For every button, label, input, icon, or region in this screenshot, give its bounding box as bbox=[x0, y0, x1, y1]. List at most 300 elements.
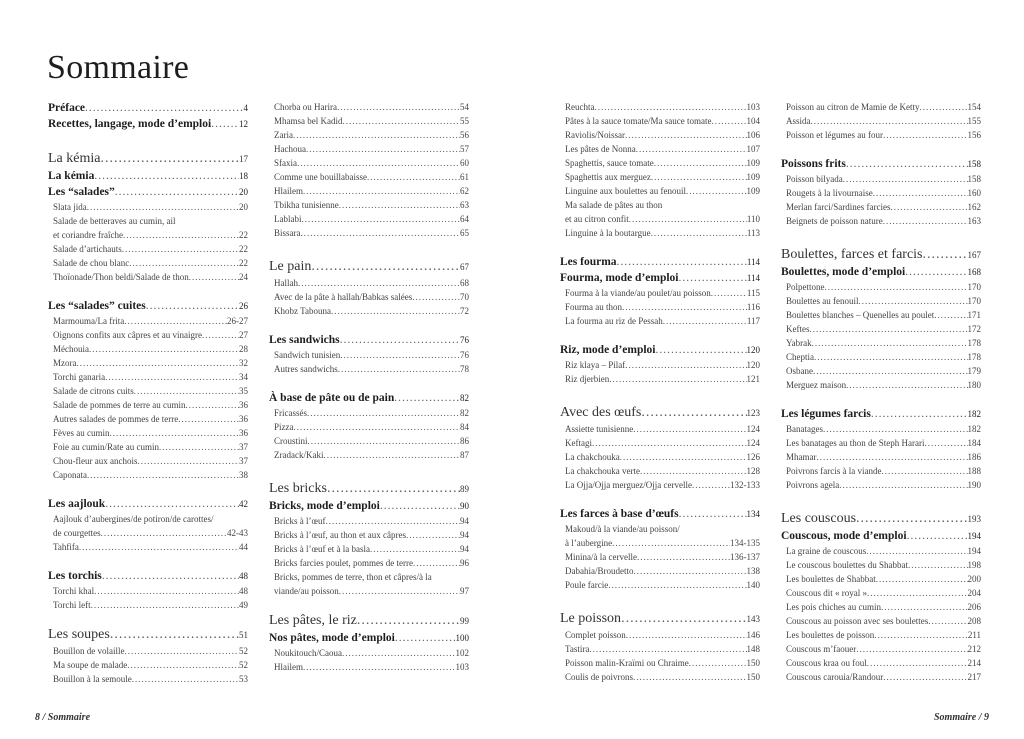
toc-page-number: 128 bbox=[746, 466, 760, 476]
toc-page-number: 53 bbox=[239, 674, 248, 684]
toc-entry-title: La Ojja/Ojja merguez/Ojja cervelle bbox=[565, 480, 693, 490]
dot-leader bbox=[134, 384, 239, 398]
dot-leader bbox=[306, 142, 460, 156]
footer-left-text: 8 / Sommaire bbox=[35, 712, 91, 723]
toc-page-number: 78 bbox=[460, 364, 469, 374]
toc-section bbox=[48, 568, 248, 584]
toc-entry bbox=[269, 448, 469, 462]
toc-page-number: 49 bbox=[239, 600, 248, 610]
dot-leader bbox=[866, 544, 967, 558]
toc-section bbox=[781, 156, 981, 172]
toc-page-number: 217 bbox=[967, 672, 981, 682]
toc-entry-title: Torchi ganaria bbox=[53, 372, 106, 382]
dot-leader bbox=[110, 626, 239, 644]
toc-entry-title: Linguine à la boutargue bbox=[565, 228, 651, 238]
toc-section bbox=[48, 184, 248, 200]
dot-leader bbox=[843, 172, 968, 186]
toc-entry-title: Fourma au thon bbox=[565, 302, 622, 312]
toc-page-number: 132-133 bbox=[730, 480, 760, 490]
toc-section bbox=[269, 332, 469, 348]
spacer bbox=[269, 240, 469, 258]
toc-entry bbox=[781, 464, 981, 478]
toc-page-number: 102 bbox=[455, 648, 469, 658]
toc-entry-title: Torchi left bbox=[53, 600, 91, 610]
toc-entry bbox=[48, 526, 248, 540]
toc-entry bbox=[269, 570, 469, 584]
toc-page-number: 76 bbox=[460, 335, 469, 345]
toc-entry bbox=[48, 468, 248, 482]
toc-entry-title: Tbikha tunisienne bbox=[274, 200, 339, 210]
toc-entry bbox=[269, 434, 469, 448]
toc-page-number: 36 bbox=[239, 428, 248, 438]
toc-entry-title: Couscous kraa ou foul bbox=[786, 658, 867, 668]
toc-entry bbox=[781, 114, 981, 128]
toc-page-number: 163 bbox=[967, 216, 981, 226]
dot-leader bbox=[294, 420, 461, 434]
toc-entry-title: Hlailem bbox=[274, 186, 303, 196]
spacer bbox=[560, 492, 760, 506]
dot-leader bbox=[94, 168, 239, 184]
dot-leader bbox=[323, 448, 460, 462]
toc-section bbox=[48, 298, 248, 314]
toc-entry bbox=[48, 658, 248, 672]
toc-page-number: 65 bbox=[460, 228, 469, 238]
toc-entry-title: La chakchouka bbox=[565, 452, 620, 462]
toc-page-number: 32 bbox=[239, 358, 248, 368]
toc-entry bbox=[48, 384, 248, 398]
toc-page-number: 121 bbox=[746, 374, 760, 384]
toc-entry bbox=[781, 656, 981, 670]
toc-entry-title: Bricks, mode d’emploi bbox=[269, 500, 380, 512]
dot-leader bbox=[612, 536, 730, 550]
toc-entry-title: Couscous au poisson avec ses boulettes bbox=[786, 616, 929, 626]
toc-entry-title: Les couscous bbox=[781, 511, 857, 526]
dot-leader bbox=[79, 540, 239, 554]
dot-leader bbox=[85, 100, 243, 116]
toc-entry-title: Riz klaya – Pilaf bbox=[565, 360, 626, 370]
toc-entry-title: Pâtes à la sauce tomate/Ma sauce tomate bbox=[565, 116, 712, 126]
toc-entry-title: Bricks à l’œuf, au thon et aux câpres bbox=[274, 530, 406, 540]
toc-section bbox=[48, 496, 248, 512]
toc-page-number: 178 bbox=[967, 338, 981, 348]
toc-entry-title: À base de pâte ou de pain bbox=[269, 392, 395, 404]
toc-page-number: 90 bbox=[460, 501, 469, 511]
toc-entry bbox=[48, 314, 248, 328]
dot-leader bbox=[858, 294, 967, 308]
toc-entry-title: Bricks farcies poulet, pommes de terre bbox=[274, 558, 413, 568]
dot-leader bbox=[905, 264, 967, 280]
dot-leader bbox=[94, 584, 239, 598]
toc-entry bbox=[269, 212, 469, 226]
toc-page-number: 114 bbox=[746, 273, 760, 283]
spacer bbox=[269, 376, 469, 390]
toc-entry-title: Pizza bbox=[274, 422, 294, 432]
toc-entry bbox=[48, 584, 248, 598]
toc-entry-title: Les “salades” cuites bbox=[48, 300, 146, 312]
spacer bbox=[781, 142, 981, 156]
toc-page-number: 22 bbox=[239, 258, 248, 268]
toc-entry-title: Foie au cumin/Rate au cumin bbox=[53, 442, 159, 452]
toc-entry bbox=[781, 670, 981, 684]
dot-leader bbox=[101, 526, 227, 540]
dot-leader bbox=[633, 564, 746, 578]
toc-page-number: 68 bbox=[460, 278, 469, 288]
dot-leader bbox=[110, 426, 240, 440]
toc-entry bbox=[48, 540, 248, 554]
toc-entry-title: Boulettes au fenouil bbox=[786, 296, 859, 306]
toc-entry bbox=[781, 478, 981, 492]
toc-section bbox=[48, 168, 248, 184]
dot-leader bbox=[342, 114, 460, 128]
dot-leader bbox=[874, 628, 968, 642]
toc-page-number: 117 bbox=[746, 316, 760, 326]
toc-entry-title: Lablabi bbox=[274, 214, 302, 224]
toc-entry bbox=[560, 522, 760, 536]
toc-entry-title: Le pain bbox=[269, 259, 312, 274]
toc-entry-title: Poivrons agela bbox=[786, 480, 840, 490]
toc-entry bbox=[560, 550, 760, 564]
toc-entry-title: et au citron confit bbox=[565, 214, 629, 224]
dot-leader bbox=[102, 568, 239, 584]
toc-entry-title: Fourma à la viande/au poulet/au poisson bbox=[565, 288, 711, 298]
toc-entry bbox=[48, 672, 248, 686]
dot-leader bbox=[211, 116, 239, 132]
toc-page-number: 52 bbox=[239, 660, 248, 670]
toc-entry bbox=[560, 450, 760, 464]
toc-page-number: 103 bbox=[746, 102, 760, 112]
dot-leader bbox=[811, 114, 968, 128]
dot-leader bbox=[298, 276, 460, 290]
dot-leader bbox=[132, 672, 239, 686]
toc-entry bbox=[48, 370, 248, 384]
toc-entry bbox=[560, 422, 760, 436]
toc-entry bbox=[560, 536, 760, 550]
toc-entry bbox=[269, 362, 469, 376]
dot-leader bbox=[609, 372, 746, 386]
toc-entry bbox=[269, 406, 469, 420]
toc-entry-title: Les “salades” bbox=[48, 186, 115, 198]
toc-page-number: 63 bbox=[460, 200, 469, 210]
toc-entry-title: Mhamar bbox=[786, 452, 817, 462]
spacer bbox=[269, 598, 469, 612]
toc-page-number: 12 bbox=[239, 119, 248, 129]
toc-page-number: 211 bbox=[967, 630, 981, 640]
toc-page-number: 42-43 bbox=[227, 528, 248, 538]
toc-entry-title: Couscous dit « royal » bbox=[786, 588, 867, 598]
toc-entry bbox=[781, 378, 981, 392]
toc-page-number: 57 bbox=[460, 144, 469, 154]
toc-entry bbox=[781, 100, 981, 114]
toc-page-number: 170 bbox=[967, 296, 981, 306]
toc-entry bbox=[269, 226, 469, 240]
toc-entry bbox=[560, 286, 760, 300]
dot-leader bbox=[185, 398, 239, 412]
toc-entry-title: Les sandwichs bbox=[269, 334, 340, 346]
toc-page-number: 35 bbox=[239, 386, 248, 396]
toc-page-number: 167 bbox=[967, 250, 981, 260]
toc-entry bbox=[781, 614, 981, 628]
toc-entry-title: Les torchis bbox=[48, 570, 102, 582]
toc-page-number: 178 bbox=[967, 352, 981, 362]
toc-entry-title: Couscous, mode d’emploi bbox=[781, 530, 907, 542]
toc-entry-title: Khobz Tabouna bbox=[274, 306, 331, 316]
dot-leader bbox=[883, 128, 968, 142]
toc-entry-title: Les pâtes, le riz bbox=[269, 613, 357, 628]
toc-page-number: 104 bbox=[746, 116, 760, 126]
toc-entry-title: Autres sandwichs bbox=[274, 364, 338, 374]
dot-leader bbox=[640, 464, 747, 478]
dot-leader bbox=[907, 528, 968, 544]
toc-entry-title: Yabrak bbox=[786, 338, 812, 348]
toc-entry-title: Sfaxia bbox=[274, 158, 297, 168]
toc-entry-title: Boulettes, farces et farcis bbox=[781, 247, 923, 262]
toc-page-number: 44 bbox=[239, 542, 248, 552]
toc-page-number: 171 bbox=[967, 310, 981, 320]
toc-entry bbox=[560, 656, 760, 670]
toc-page-number: 124 bbox=[746, 424, 760, 434]
dot-leader bbox=[881, 600, 968, 614]
toc-entry bbox=[781, 214, 981, 228]
toc-entry bbox=[269, 114, 469, 128]
dot-leader bbox=[189, 270, 239, 284]
toc-entry bbox=[269, 128, 469, 142]
toc-entry-title: Les pâtes de Nonna bbox=[565, 144, 636, 154]
toc-entry-title: Caponata bbox=[53, 470, 87, 480]
toc-page-number: 155 bbox=[967, 116, 981, 126]
dot-leader bbox=[881, 464, 967, 478]
toc-page-number: 27 bbox=[239, 330, 248, 340]
dot-leader bbox=[159, 440, 239, 454]
dot-leader bbox=[617, 254, 747, 270]
toc-entry bbox=[269, 290, 469, 304]
toc-entry bbox=[560, 100, 760, 114]
dot-leader bbox=[123, 228, 239, 242]
dot-leader bbox=[876, 572, 968, 586]
dot-leader bbox=[303, 660, 456, 674]
toc-page-number: 198 bbox=[967, 560, 981, 570]
toc-entry bbox=[269, 348, 469, 362]
toc-page-number: 67 bbox=[460, 262, 469, 272]
dot-leader bbox=[867, 656, 968, 670]
toc-page-number: 110 bbox=[746, 214, 760, 224]
toc-entry-title: Fricassés bbox=[274, 408, 307, 418]
toc-entry-title: Keftes bbox=[786, 324, 810, 334]
toc-page-number: 109 bbox=[746, 172, 760, 182]
dot-leader bbox=[629, 212, 747, 226]
spacer bbox=[560, 386, 760, 404]
toc-entry bbox=[48, 214, 248, 228]
toc-page-number: 61 bbox=[460, 172, 469, 182]
toc-entry bbox=[48, 356, 248, 370]
toc-entry-title: Les pois chiches au cumin bbox=[786, 602, 881, 612]
toc-page-number: 120 bbox=[746, 360, 760, 370]
dot-leader bbox=[637, 550, 730, 564]
toc-page-number: 214 bbox=[967, 658, 981, 668]
dot-leader bbox=[656, 342, 747, 358]
toc-page-number: 94 bbox=[460, 544, 469, 554]
toc-entry bbox=[781, 322, 981, 336]
toc-entry-title: Salade de betteraves au cumin, ail bbox=[53, 216, 176, 226]
toc-entry bbox=[560, 628, 760, 642]
dot-leader bbox=[814, 350, 968, 364]
dot-leader bbox=[301, 226, 461, 240]
toc-entry-title: Raviolis/Noissar bbox=[565, 130, 625, 140]
toc-section bbox=[48, 116, 248, 132]
toc-entry bbox=[560, 670, 760, 684]
toc-page-number: 99 bbox=[460, 616, 469, 626]
spacer bbox=[48, 554, 248, 568]
dot-leader bbox=[856, 642, 967, 656]
dot-leader bbox=[202, 328, 239, 342]
footer-left bbox=[35, 712, 90, 723]
toc-entry-title: Linguine aux boulettes au fenouil bbox=[565, 186, 686, 196]
toc-entry bbox=[48, 454, 248, 468]
toc-page-number: 72 bbox=[460, 306, 469, 316]
toc-entry bbox=[560, 142, 760, 156]
toc-entry-title: Les soupes bbox=[48, 627, 110, 642]
toc-entry-title: Couscous m’faouer bbox=[786, 644, 857, 654]
toc-page-number: 134 bbox=[746, 509, 760, 519]
toc-entry-title: Recettes, langage, mode d’emploi bbox=[48, 118, 212, 130]
toc-page-number: 208 bbox=[967, 616, 981, 626]
dot-leader bbox=[871, 406, 968, 422]
toc-entry-title: Les bricks bbox=[269, 481, 327, 496]
dot-leader bbox=[129, 256, 239, 270]
toc-entry-title: Tahfifa bbox=[53, 542, 79, 552]
dot-leader bbox=[302, 212, 461, 226]
toc-page-number: 134-135 bbox=[730, 538, 760, 548]
toc-entry bbox=[48, 398, 248, 412]
toc-page-number: 154 bbox=[967, 102, 981, 112]
dot-leader bbox=[595, 100, 747, 114]
dot-leader bbox=[370, 542, 460, 556]
toc-entry-title: Les boulettes de Shabbat bbox=[786, 574, 876, 584]
toc-entry-title: Hallah bbox=[274, 278, 298, 288]
toc-entry-title: Osbane bbox=[786, 366, 813, 376]
dot-leader bbox=[686, 184, 747, 198]
toc-page-number: 37 bbox=[239, 456, 248, 466]
toc-entry-title: Zradack/Kaki bbox=[274, 450, 324, 460]
dot-leader bbox=[919, 100, 967, 114]
toc-entry bbox=[781, 422, 981, 436]
dot-leader bbox=[633, 670, 746, 684]
toc-entry bbox=[269, 420, 469, 434]
toc-page-number: 190 bbox=[967, 480, 981, 490]
toc-entry-title: Slata jida bbox=[53, 202, 87, 212]
toc-entry bbox=[781, 364, 981, 378]
toc-entry bbox=[560, 198, 760, 212]
toc-entry-title: Hachoua bbox=[274, 144, 306, 154]
toc-entry-title: Complet poisson bbox=[565, 630, 626, 640]
toc-page-number: 42 bbox=[239, 499, 248, 509]
toc-entry-title: Thoïonade/Thon beldi/Salade de thon bbox=[53, 272, 189, 282]
dot-leader bbox=[856, 510, 967, 528]
toc-entry-title: Comme une bouillabaisse bbox=[274, 172, 367, 182]
toc-entry-title: Avec de la pâte à hallah/Babkas salées bbox=[274, 292, 413, 302]
toc-page-number: 162 bbox=[967, 202, 981, 212]
toc-entry-title: Poissons frits bbox=[781, 158, 846, 170]
page-title: Sommaire bbox=[47, 48, 190, 86]
toc-entry-title: Reuchta bbox=[565, 102, 595, 112]
toc-entry bbox=[269, 100, 469, 114]
toc-page-number: 113 bbox=[746, 228, 760, 238]
toc-entry-title: Riz djerbien bbox=[565, 374, 610, 384]
toc-page-number: 170 bbox=[967, 282, 981, 292]
toc-page-number: 194 bbox=[967, 546, 981, 556]
toc-page-number: 97 bbox=[460, 586, 469, 596]
toc-page-number: 116 bbox=[746, 302, 760, 312]
dot-leader bbox=[711, 286, 747, 300]
dot-leader bbox=[636, 142, 747, 156]
toc-entry-title: Poisson bilyada bbox=[786, 174, 843, 184]
dot-leader bbox=[625, 358, 746, 372]
dot-leader bbox=[689, 656, 747, 670]
spacer bbox=[48, 482, 248, 496]
toc-chapter bbox=[560, 610, 760, 628]
toc-entry bbox=[560, 358, 760, 372]
toc-page-number: 51 bbox=[239, 630, 248, 640]
toc-entry-title: Keftagi bbox=[565, 438, 592, 448]
toc-page-number: 60 bbox=[460, 158, 469, 168]
toc-entry bbox=[560, 464, 760, 478]
toc-entry-title: Fèves au cumin bbox=[53, 428, 110, 438]
dot-leader bbox=[924, 436, 967, 450]
toc-page-number: 156 bbox=[967, 130, 981, 140]
toc-page-number: 55 bbox=[460, 116, 469, 126]
toc-entry-title: Mzora bbox=[53, 358, 77, 368]
toc-page-number: 180 bbox=[967, 380, 981, 390]
toc-entry-title: Dabahia/Broudetto bbox=[565, 566, 634, 576]
toc-entry-title: Assida bbox=[786, 116, 811, 126]
toc-entry-title: Salade de citrons cuits bbox=[53, 386, 134, 396]
dot-leader bbox=[326, 514, 461, 528]
toc-entry-title: Torchi khal bbox=[53, 586, 95, 596]
toc-entry-title: Les banatages au thon de Steph Harari bbox=[786, 438, 925, 448]
toc-entry bbox=[48, 228, 248, 242]
toc-entry-title: Salade de pommes de terre au cumin bbox=[53, 400, 186, 410]
toc-entry-title: Aajlouk d’aubergines/de potiron/de carottes/ bbox=[53, 514, 214, 524]
dot-leader bbox=[91, 598, 239, 612]
dot-leader bbox=[928, 614, 967, 628]
toc-entry-title: Ma soupe de malade bbox=[53, 660, 128, 670]
dot-leader bbox=[651, 226, 747, 240]
toc-entry bbox=[269, 514, 469, 528]
toc-entry-title: Poule farcie bbox=[565, 580, 609, 590]
spacer bbox=[781, 492, 981, 510]
toc-page-number: 140 bbox=[746, 580, 760, 590]
toc-page-number: 24 bbox=[239, 272, 248, 282]
toc-entry bbox=[560, 436, 760, 450]
dot-leader bbox=[337, 100, 460, 114]
toc-chapter bbox=[269, 612, 469, 630]
toc-page-number: 100 bbox=[455, 633, 469, 643]
toc-section bbox=[269, 390, 469, 406]
toc-entry bbox=[48, 342, 248, 356]
toc-entry-title: Zaria bbox=[274, 130, 293, 140]
toc-entry bbox=[269, 170, 469, 184]
toc-entry bbox=[560, 642, 760, 656]
dot-leader bbox=[307, 406, 460, 420]
toc-page-number: 17 bbox=[239, 154, 248, 164]
toc-entry-title: Salade de chou blanc bbox=[53, 258, 130, 268]
dot-leader bbox=[327, 480, 460, 498]
toc-page-number: 126 bbox=[746, 452, 760, 462]
toc-page-number: 89 bbox=[460, 484, 469, 494]
dot-leader bbox=[122, 242, 239, 256]
toc-entry-title: La graine de couscous bbox=[786, 546, 867, 556]
toc-section bbox=[560, 342, 760, 358]
toc-page-number: 150 bbox=[746, 672, 760, 682]
